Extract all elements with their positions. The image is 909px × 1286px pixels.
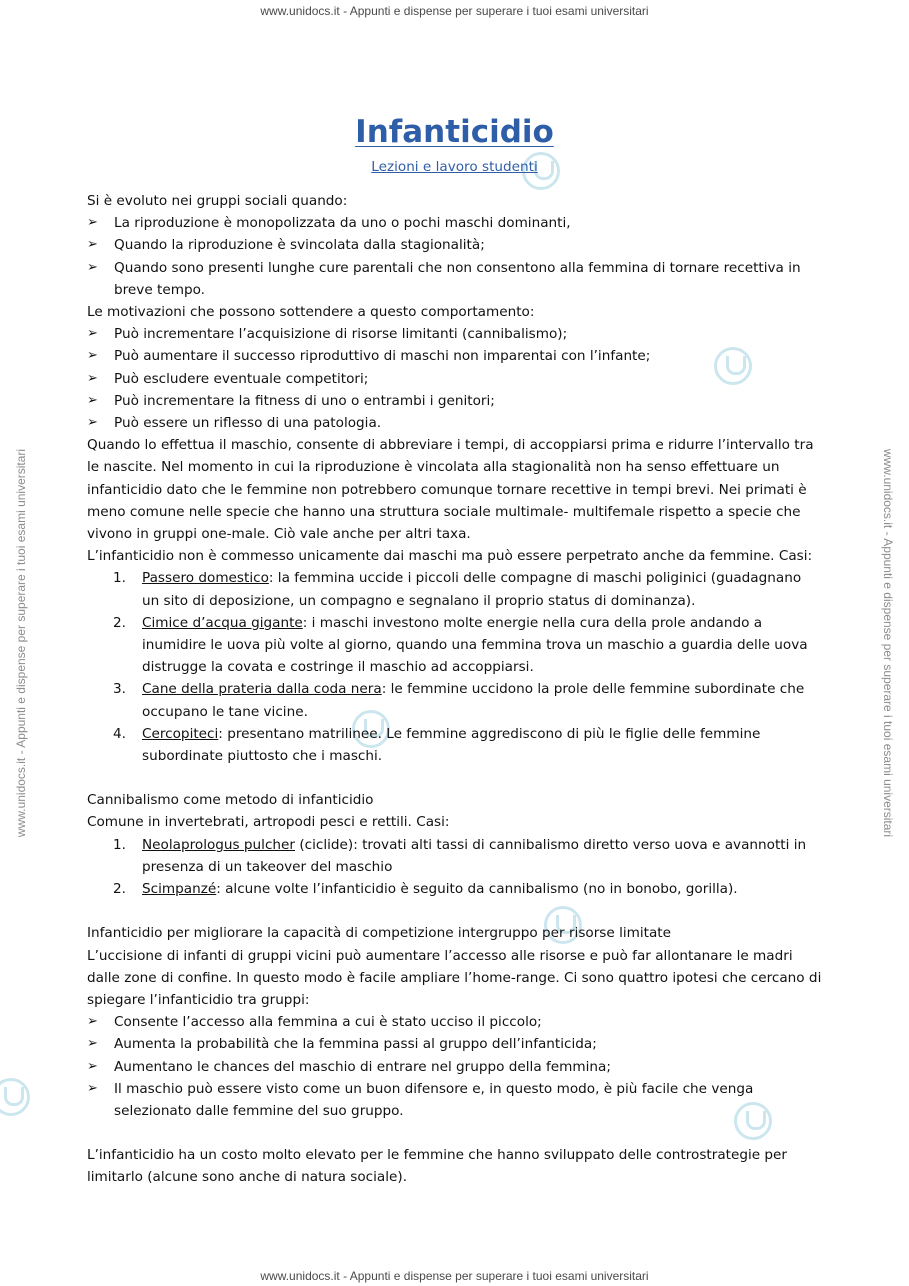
list-item: ➢ Può incrementare la fitness di uno o entrambi i genitori; [87, 390, 822, 412]
page-title: Infanticidio [355, 114, 554, 150]
cannibalism-cases-list [87, 834, 822, 901]
list-item: ➢ Aumentano le chances del maschio di entrare nel gruppo della femmina; [87, 1056, 822, 1078]
list-item [87, 723, 822, 767]
motivations-list [87, 323, 822, 434]
cannibalism-intro: Comune in invertebrati, artropodi pesci e rettili. Casi: [87, 814, 450, 831]
right-side-watermark: www.unidocs.it - Appunti e dispense per superare i tuoi esami universitari [881, 448, 895, 838]
species-term: Cimice d’acqua gigante [142, 614, 303, 631]
list-item: ➢ Può incrementare l’acquisizione di risorse limitanti (cannibalismo); [87, 323, 822, 345]
page-subtitle: Lezioni e lavoro studenti [371, 159, 538, 175]
item-number: 3. [113, 681, 126, 698]
list-item: ➢ Il maschio può essere visto come un buon difensore e, in questo modo, è più facile che venga selezionato dalle femmine del suo gruppo. [87, 1078, 822, 1122]
species-term: Neolaprologus pulcher [142, 836, 295, 853]
document-body [87, 112, 822, 1189]
footer-watermark: www.unidocs.it - Appunti e dispense per superare i tuoi esami universitari [260, 1269, 649, 1283]
paragraph-female-infanticide: L’infanticidio non è commesso unicamente dai maschi ma può essere perpetrato anche da femmine. Casi: [87, 548, 813, 565]
list-item: ➢ Può escludere eventuale competitori; [87, 368, 822, 390]
header-watermark: www.unidocs.it - Appunti e dispense per superare i tuoi esami universitari [260, 4, 649, 18]
list-item: ➢ Quando la riproduzione è svincolata dalla stagionalità; [87, 234, 822, 256]
species-term: Passero domestico [142, 570, 269, 587]
paragraph-male-infanticide: Quando lo effettua il maschio, consente di abbreviare i tempi, di accoppiarsi prima e ridurre l’intervallo tra le nascite. Nel momento in cui la riproduzione è vincolata alla stagionalità non ha senso effettuare un infanticidio dato che le femmine non potrebbero comunque tornare recettive in tempi brevi. Nei primati è meno comune nelle specie che hanno una struttura sociale multimale- multifemale rispetto a specie che vivono in gruppi one-male. Ciò vale anche per altri taxa. [87, 437, 814, 543]
cannibalism-heading: Cannibalismo come metodo di infanticidio [87, 792, 374, 809]
list-item: ➢ Può essere un riflesso di una patologia. [87, 412, 822, 434]
female-cases-list [87, 567, 822, 767]
list-item [87, 834, 822, 878]
item-text: : alcune volte l’infanticidio è seguito da cannibalismo (no in bonobo, gorilla). [216, 881, 738, 898]
list-item [87, 878, 822, 900]
conditions-list [87, 212, 822, 301]
item-number: 1. [113, 836, 126, 853]
list-item: ➢ La riproduzione è monopolizzata da uno o pochi maschi dominanti, [87, 212, 822, 234]
list-item: ➢ Consente l’accesso alla femmina a cui è stato ucciso il piccolo; [87, 1011, 822, 1033]
intro-text: Si è evoluto nei gruppi sociali quando: [87, 193, 348, 209]
motivations-intro: Le motivazioni che possono sottendere a questo comportamento: [87, 304, 535, 321]
watermark-logo-icon [0, 1078, 30, 1116]
item-number: 2. [113, 881, 126, 898]
item-text: : la femmina uccide i piccoli delle compagne di maschi poliginici (guadagnano un sito di deposizione, un compagno e segnalano il proprio status di dominanza). [142, 570, 802, 609]
species-term: Cercopiteci [142, 725, 219, 742]
list-item [87, 678, 822, 722]
item-text: (ciclide): trovati alti tassi di cannibalismo diretto verso uova e avannotti in presenza di un takeover del maschio [142, 836, 807, 875]
competition-heading: Infanticidio per migliorare la capacità di competizione intergruppo per risorse limitate [87, 925, 671, 942]
item-text: : i maschi investono molte energie nella cura della prole andando a inumidire le uova più volte al giorno, quando una femmina trova un maschio a guardia delle uova distrugge la covata e costringe il maschio ad accoppiarsi. [142, 614, 808, 676]
list-item: ➢ Può aumentare il successo riproduttivo di maschi non imparentai con l’infante; [87, 345, 822, 367]
item-number: 2. [113, 614, 126, 631]
list-item: ➢ Quando sono presenti lunghe cure parentali che non consentono alla femmina di tornare recettiva in breve tempo. [87, 257, 822, 301]
list-item: ➢ Aumenta la probabilità che la femmina passi al gruppo dell’infanticida; [87, 1033, 822, 1055]
competition-paragraph: L’uccisione di infanti di gruppi vicini può aumentare l’accesso alle risorse e può far allontanare le madri dalle zone di confine. In questo modo è facile ampliare l’home-range. Ci sono quattro ipotesi che cercano di spiegare l’infanticidio tra gruppi: [87, 947, 822, 1008]
item-number: 4. [113, 725, 126, 742]
closing-paragraph: L’infanticidio ha un costo molto elevato per le femmine che hanno sviluppato delle controstrategie per limitarlo (alcune sono anche di natura sociale). [87, 1147, 788, 1186]
species-term: Scimpanzé [142, 881, 217, 898]
item-text: : presentano matrilinee. Le femmine aggrediscono di più le figlie delle femmine subordinate piuttosto che i maschi. [142, 725, 761, 765]
item-number: 1. [113, 570, 126, 587]
list-item [87, 567, 822, 611]
hypotheses-list [87, 1011, 822, 1122]
list-item [87, 612, 822, 679]
left-side-watermark: www.unidocs.it - Appunti e dispense per superare i tuoi esami universitari [14, 448, 28, 838]
species-term: Cane della prateria dalla coda nera [142, 681, 382, 698]
item-text: : le femmine uccidono la prole delle femmine subordinate che occupano le tane vicine. [142, 681, 805, 720]
